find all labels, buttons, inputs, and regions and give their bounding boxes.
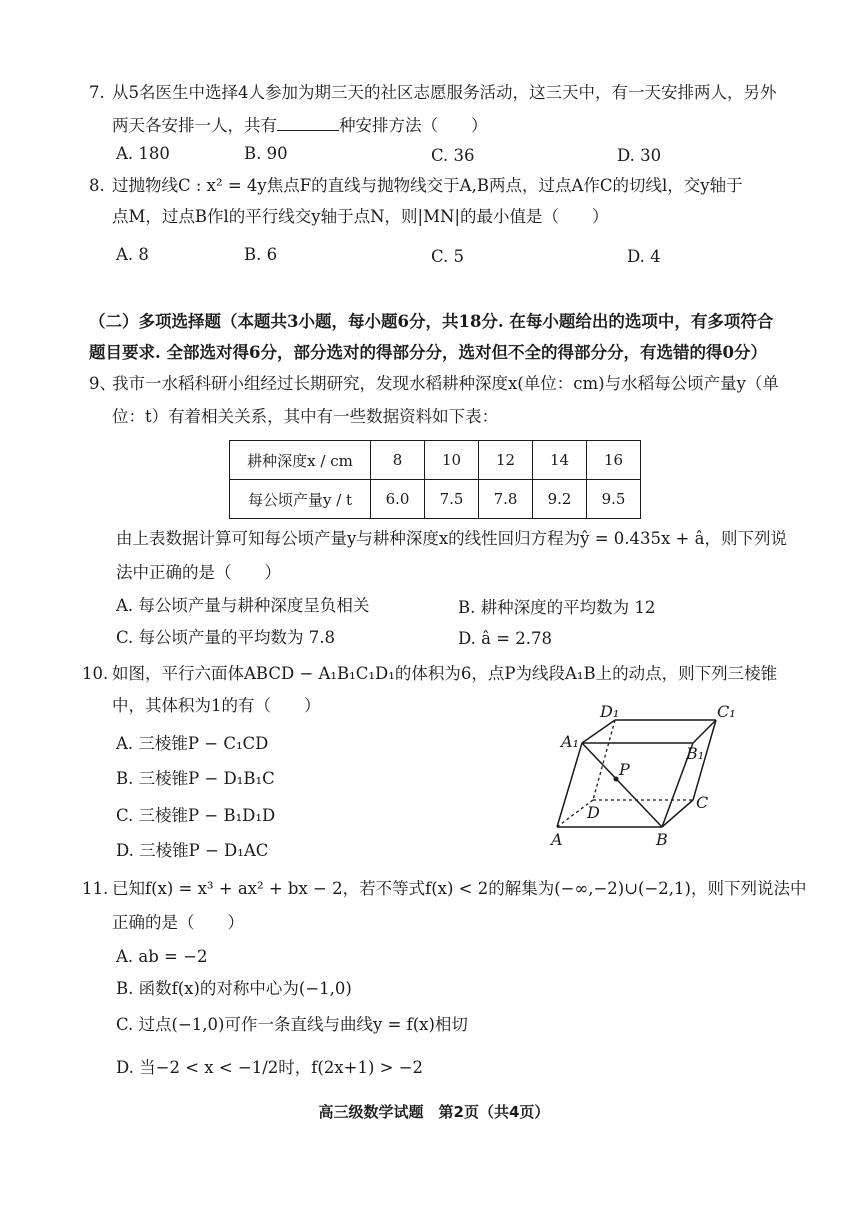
label-b1: B₁	[686, 744, 705, 763]
label-a1: A₁	[561, 732, 579, 751]
table-cell: 7.5	[425, 480, 479, 519]
q11-option-c: C. 过点(−1,0)可作一条直线与曲线y = f(x)相切	[116, 1015, 468, 1034]
q9-text-line3: 由上表数据计算可知每公顷产量y与耕种深度x的线性回归方程为ŷ = 0.435x + â，则下列说	[116, 529, 787, 548]
table-header-cell: 每公顷产量y / t	[230, 480, 371, 519]
q8-number: 8.	[89, 176, 105, 195]
q7-text-line1: 从5名医生中选择4人参加为期三天的社区志愿服务活动，这三天中，有一天安排两人，另外	[112, 83, 777, 102]
q9-option-d: D. â = 2.78	[458, 629, 553, 648]
section2-heading-line1: （二）多项选择题（本题共3小题，每小题6分，共18分. 在每小题给出的选项中，有多项符合	[89, 312, 774, 331]
answer-blank	[277, 114, 339, 131]
q9-text-line2: 位：t）有着相关关系，其中有一些数据资料如下表：	[112, 407, 499, 426]
q7-number: 7.	[89, 83, 105, 102]
table-cell: 9.5	[587, 480, 641, 519]
q11-text-line1: 已知f(x) = x³ + ax² + bx − 2，若不等式f(x) < 2的解集为(−∞,−2)∪(−2,1)，则下列说法中	[112, 879, 807, 898]
table-cell: 7.8	[479, 480, 533, 519]
table-cell: 12	[479, 441, 533, 480]
label-a: A	[551, 830, 563, 849]
table-cell: 6.0	[371, 480, 425, 519]
q11-number: 11.	[82, 879, 109, 898]
q11-option-d: D. 当−2 < x < −1/2时，f(2x+1) > −2	[116, 1058, 424, 1077]
table-cell: 8	[371, 441, 425, 480]
label-d1: D₁	[600, 702, 620, 721]
point-p-marker	[614, 777, 619, 782]
table-row	[230, 441, 641, 480]
table-row	[230, 480, 641, 519]
q10-text-line2: 中，其体积为1的有（ ）	[112, 696, 321, 715]
q7-text-line2: 两天各安排一人，共有 种安排方法（ ）	[112, 116, 488, 135]
q11-text-line2: 正确的是（ ）	[112, 913, 244, 932]
q8-option-d: D. 4	[627, 247, 661, 266]
q8-text-line2: 点M，过点B作l的平行线交y轴于点N，则|MN|的最小值是（ ）	[112, 207, 609, 226]
q9-option-a: A. 每公顷产量与耕种深度呈负相关	[116, 596, 370, 615]
q11-option-a: A. ab = −2	[116, 947, 208, 966]
q9-option-b: B. 耕种深度的平均数为 12	[458, 598, 656, 617]
parallelepiped-figure	[545, 695, 755, 855]
q8-text-line1: 过抛物线C : x² = 4y焦点F的直线与抛物线交于A,B两点，过点A作C的切线l，交y轴于	[112, 176, 743, 195]
q11-option-b: B. 函数f(x)的对称中心为(−1,0)	[116, 979, 352, 998]
q7-option-b: B. 90	[244, 144, 288, 163]
q8-option-c: C. 5	[431, 247, 465, 266]
table-cell: 10	[425, 441, 479, 480]
page-footer: 高三级数学试题 第2页（共4页）	[318, 1103, 550, 1121]
label-p: P	[619, 760, 630, 779]
q10-option-b: B. 三棱锥P − D₁B₁C	[116, 769, 275, 788]
label-b: B	[656, 830, 668, 849]
q9-text-line1: 我市一水稻科研小组经过长期研究，发现水稻耕种深度x(单位：cm)与水稻每公顷产量y（单	[112, 374, 779, 393]
label-c1: C₁	[717, 702, 736, 721]
q9-data-table	[229, 440, 641, 519]
q8-option-a: A. 8	[116, 245, 149, 264]
table-cell: 9.2	[533, 480, 587, 519]
q7-option-a: A. 180	[116, 144, 170, 163]
q8-option-b: B. 6	[244, 245, 278, 264]
table-header-cell: 耕种深度x / cm	[230, 441, 371, 480]
q10-option-c: C. 三棱锥P − B₁D₁D	[116, 806, 276, 825]
q9-number: 9、	[89, 374, 116, 393]
q9-option-c: C. 每公顷产量的平均数为 7.8	[116, 628, 336, 647]
q7-option-c: C. 36	[431, 146, 475, 165]
section2-heading-line2: 题目要求. 全部选对得6分，部分选对的得部分分，选对但不全的得部分分，有选错的得0分）	[89, 343, 767, 362]
q9-text-line4: 法中正确的是（ ）	[116, 563, 281, 582]
q10-option-d: D. 三棱锥P − D₁AC	[116, 841, 269, 860]
table-cell: 16	[587, 441, 641, 480]
q10-option-a: A. 三棱锥P − C₁CD	[116, 734, 269, 753]
table-cell: 14	[533, 441, 587, 480]
q7-option-d: D. 30	[617, 146, 662, 165]
q10-text-line1: 如图，平行六面体ABCD − A₁B₁C₁D₁的体积为6，点P为线段A₁B上的动点，则下列三棱锥	[112, 664, 778, 683]
label-d: D	[587, 803, 600, 822]
label-c: C	[696, 793, 709, 812]
q10-number: 10.	[82, 664, 109, 683]
